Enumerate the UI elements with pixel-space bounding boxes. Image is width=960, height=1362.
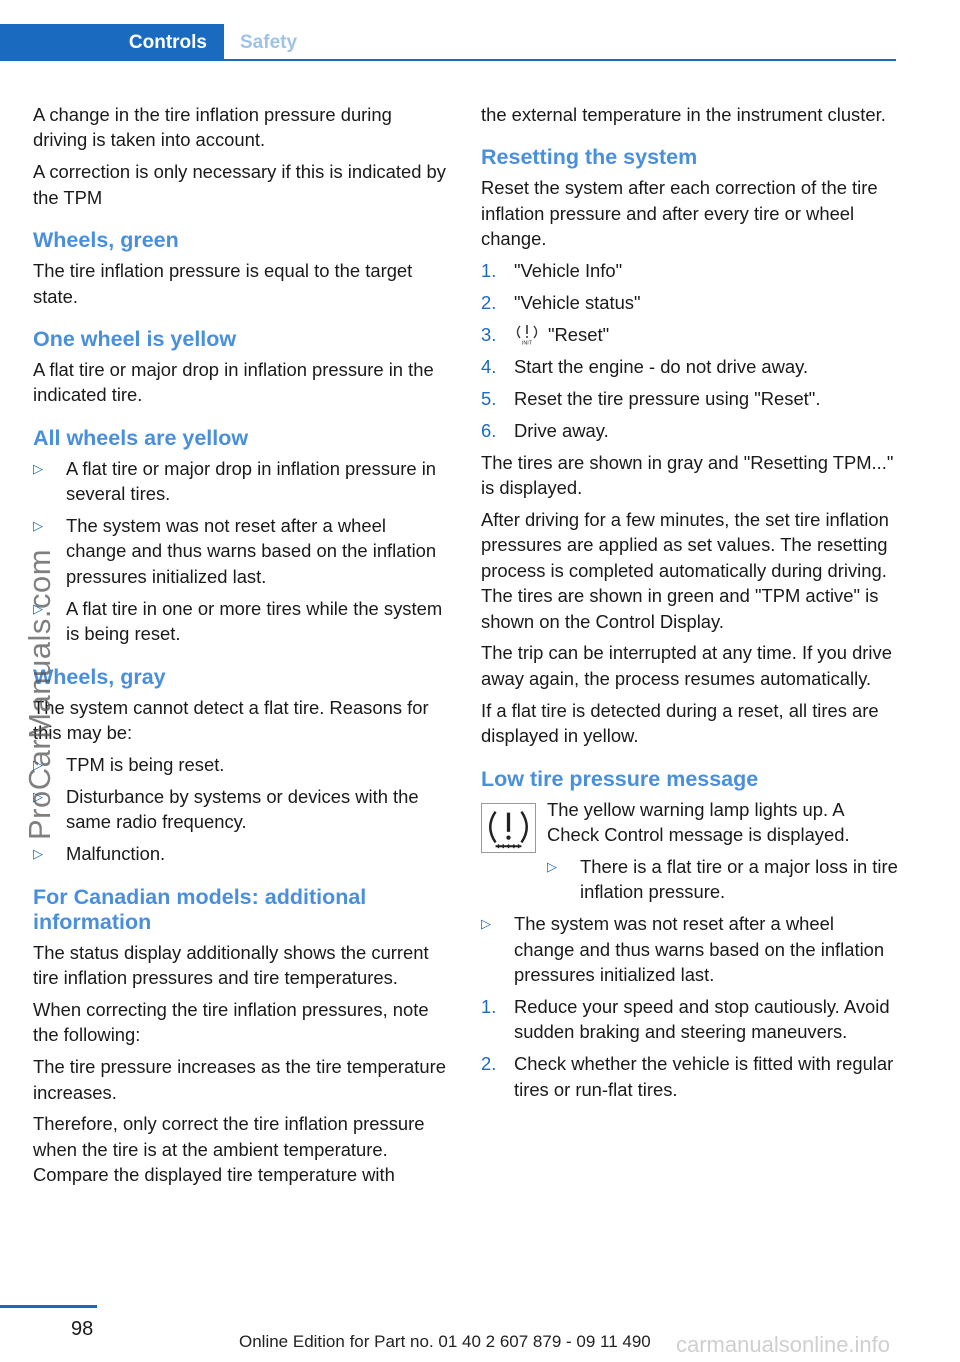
low-pressure-steps: [481, 994, 899, 1102]
low-pressure-list: [481, 911, 899, 987]
list-item: ▷ A flat tire or major drop in inflation pressure in several tires.: [33, 456, 451, 507]
heading-wheels-gray: Wheels, gray: [33, 664, 166, 689]
paragraph: the external temperature in the instrument cluster.: [481, 104, 886, 125]
tpm-init-icon: [514, 323, 540, 345]
heading-wheels-green: Wheels, green: [33, 228, 179, 253]
watermark-side: ProCarManuals.com: [22, 548, 57, 840]
reset-steps: [481, 258, 899, 443]
step-number: 2.: [481, 1053, 497, 1075]
list-item: ▷ TPM is being reset.: [33, 752, 451, 777]
list-item: ▷ The system was not reset after a wheel change and thus warns based on the inflation pressures initialized last.: [33, 513, 451, 589]
tab-safety[interactable]: Safety: [240, 32, 298, 53]
tab-controls[interactable]: Controls: [0, 24, 224, 61]
page-number: 98: [71, 1318, 94, 1340]
step-number: 4.: [481, 355, 497, 377]
paragraph: After driving for a few minutes, the set tire inflation pressures are applied as set values. The resetting process is completed automatically during driving. The tires are shown in green and "TPM active" is shown on the Control Display.: [481, 508, 889, 632]
paragraph: The tire pressure increases as the tire temperature increases.: [33, 1056, 446, 1103]
list-item: ▷ Disturbance by systems or devices with the same radio frequency.: [33, 784, 451, 835]
heading-one-wheel-yellow: One wheel is yellow: [33, 326, 237, 351]
list-item: [481, 354, 899, 379]
paragraph: The tire inflation pressure is equal to the target state.: [33, 260, 413, 307]
list-item: [481, 290, 899, 315]
step-text: "Vehicle status": [514, 292, 641, 314]
watermark-bottom: carmanualsonline.info: [676, 1332, 891, 1357]
step-text: Reduce your speed and stop cautiously. Avoid sudden braking and steering maneuvers.: [514, 995, 890, 1043]
paragraph: The status display additionally shows the current tire inflation pressures and tire temperatures.: [33, 941, 429, 988]
step-text: Drive away.: [514, 419, 609, 441]
heading-low-tire-pressure: Low tire pressure message: [481, 766, 759, 791]
paragraph: A flat tire or major drop in inflation pressure in the indicated tire.: [33, 358, 434, 406]
paragraph: The system cannot detect a flat tire. Reasons for this may be:: [33, 696, 429, 743]
heading-resetting-system: Resetting the system: [481, 145, 698, 170]
svg-text:INIT: INIT: [521, 340, 533, 345]
list-item: [481, 1051, 899, 1102]
paragraph: The yellow warning lamp lights up. A Check Control message is displayed.: [547, 798, 850, 845]
step-number: 5.: [481, 387, 497, 409]
edition-note: Online Edition for Part no. 01 40 2 607 879 - 09 11 490: [239, 1332, 651, 1351]
section-tabs: [0, 24, 896, 62]
paragraph: Therefore, only correct the tire inflation pressure when the tire is at the ambient temperature. Compare the displayed tire temperature with: [33, 1113, 425, 1186]
step-number: 1.: [481, 995, 497, 1017]
step-number: 1.: [481, 260, 497, 282]
warning-lamp-row: [481, 797, 899, 905]
list-item: [481, 322, 899, 347]
left-column: [33, 102, 451, 1194]
header-rule: [0, 59, 896, 61]
paragraph: If a flat tire is detected during a reset, all tires are displayed in yellow.: [481, 699, 879, 747]
list-item: [481, 994, 899, 1045]
step-text: Reset the tire pressure using "Reset".: [514, 387, 821, 409]
low-pressure-sub-list: [547, 854, 899, 905]
paragraph: A change in the tire inflation pressure during driving is taken into account.: [33, 104, 392, 151]
list-item: ▷ Malfunction.: [33, 841, 451, 866]
heading-all-wheels-yellow: All wheels are yellow: [33, 425, 249, 450]
right-column: [481, 102, 899, 1109]
paragraph: The trip can be interrupted at any time. If you drive away again, the process resumes automatically.: [481, 642, 892, 689]
list-item: [481, 386, 899, 411]
list-item: [481, 418, 899, 443]
step-text: Check whether the vehicle is fitted with regular tires or run-flat tires.: [514, 1053, 894, 1100]
footer-rule: [0, 1305, 97, 1308]
step-text: "Reset": [548, 323, 610, 345]
list-item: ▷ A flat tire in one or more tires while the system is being reset.: [33, 596, 451, 647]
step-number: 6.: [481, 419, 497, 441]
step-text: "Vehicle Info": [514, 260, 623, 282]
tire-pressure-warning-icon: [481, 803, 536, 853]
list-item: ▷ The system was not reset after a wheel change and thus warns based on the inflation pressures initialized last.: [481, 911, 899, 987]
paragraph: When correcting the tire inflation pressures, note the following:: [33, 998, 429, 1046]
paragraph: Reset the system after each correction of the tire inflation pressure and after every tire or wheel change.: [481, 177, 878, 250]
step-number: 2.: [481, 292, 497, 314]
list-item: ▷ There is a flat tire or a major loss in tire inflation pressure.: [547, 854, 899, 905]
list-item: [481, 258, 899, 283]
gray-reasons-list: [33, 752, 451, 867]
all-yellow-list: [33, 456, 451, 647]
step-text: Start the engine - do not drive away.: [514, 355, 809, 377]
paragraph: The tires are shown in gray and "Resetting TPM..." is displayed.: [481, 451, 894, 498]
step-number: 3.: [481, 323, 497, 345]
paragraph: A correction is only necessary if this is indicated by the TPM: [33, 161, 446, 208]
heading-canadian-models: For Canadian models: additional information: [33, 884, 367, 934]
